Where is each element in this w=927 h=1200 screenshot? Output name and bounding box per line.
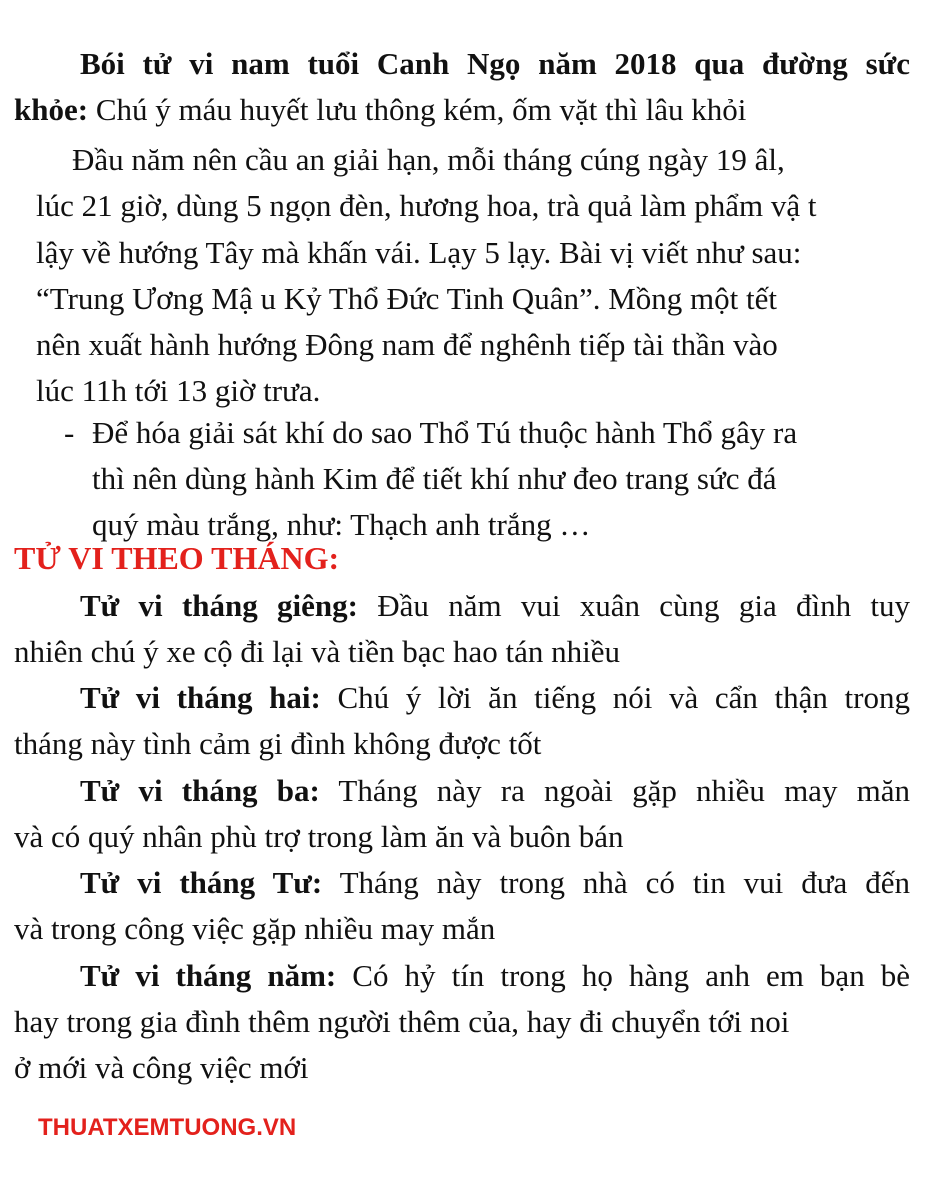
month-text: Chú ý lời ăn tiếng nói và cẩn thận trong [320,680,910,715]
month-label: Tử vi tháng ba: [80,773,320,808]
bullet-line-1: Để hóa giải sát khí do sao Thổ Tú thuộc hành Thổ gây ra [92,415,798,450]
month-hai-line-1 [80,678,910,718]
month-label: Tử vi tháng Tư: [80,865,323,900]
month-ba-line-1 [80,771,910,811]
month-label: Tử vi tháng năm: [80,958,337,993]
intro-line-2 [14,90,746,130]
bullet-line-3: quý màu trắng, như: Thạch anh trắng … [92,507,591,542]
advice-line-3: lậy về hướng Tây mà khấn vái. Lạy 5 lạy. Bài vị viết như sau: [36,235,802,270]
month-giêng-line-2: nhiên chú ý xe cộ đi lại và tiền bạc hao tán nhiều [14,634,621,669]
month-label: Tử vi tháng hai: [80,680,321,715]
month-nam-line-1 [80,956,910,996]
month-text: Đầu năm vui xuân cùng gia đình tuy [357,588,910,623]
intro-bold-label: khỏe: [14,92,89,127]
month-ba-line-2: và có quý nhân phù trợ trong làm ăn và buôn bán [14,819,624,854]
month-tu-line-2: và trong công việc gặp nhiều may mắn [14,911,496,946]
advice-line-2: lúc 21 giờ, dùng 5 ngọn đèn, hương hoa, trà quả làm phẩm vậ t [36,188,817,223]
bullet-dash: - [64,415,75,450]
month-text: Có hỷ tín trong họ hàng anh em bạn bè [336,958,911,993]
month-nam-line-2: hay trong gia đình thêm người thêm của, hay đi chuyển tới noi [14,1004,790,1039]
section-heading-monthly: TỬ VI THEO THÁNG: [14,540,340,576]
month-label: Tử vi tháng giêng: [80,588,358,623]
bullet-line-2: thì nên dùng hành Kim để tiết khí như đeo trang sức đá [92,461,777,496]
advice-line-5: nên xuất hành hướng Đông nam để nghênh tiếp tài thần vào [36,327,778,362]
intro-text: Chú ý máu huyết lưu thông kém, ốm vặt thì lâu khỏi [88,92,747,127]
month-text: Tháng này trong nhà có tin vui đưa đến [322,865,910,900]
month-nam-line-3: ở mới và công việc mới [14,1050,309,1085]
month-tu-line-1 [80,863,910,903]
advice-line-4: “Trung Ương Mậ u Kỷ Thổ Đức Tinh Quân”. Mồng một tết [36,281,777,316]
month-giêng-line-1 [80,586,910,626]
site-watermark: THUATXEMTUONG.VN [38,1114,297,1141]
intro-line-1: Bói tử vi nam tuổi Canh Ngọ năm 2018 qua đường sức [80,46,910,81]
month-hai-line-2: tháng này tình cảm gi đình không được tốt [14,726,542,761]
advice-line-1: Đầu năm nên cầu an giải hạn, mỗi tháng cúng ngày 19 âl, [72,142,785,177]
advice-line-6: lúc 11h tới 13 giờ trưa. [36,373,321,408]
month-text: Tháng này ra ngoài gặp nhiều may măn [319,773,910,808]
